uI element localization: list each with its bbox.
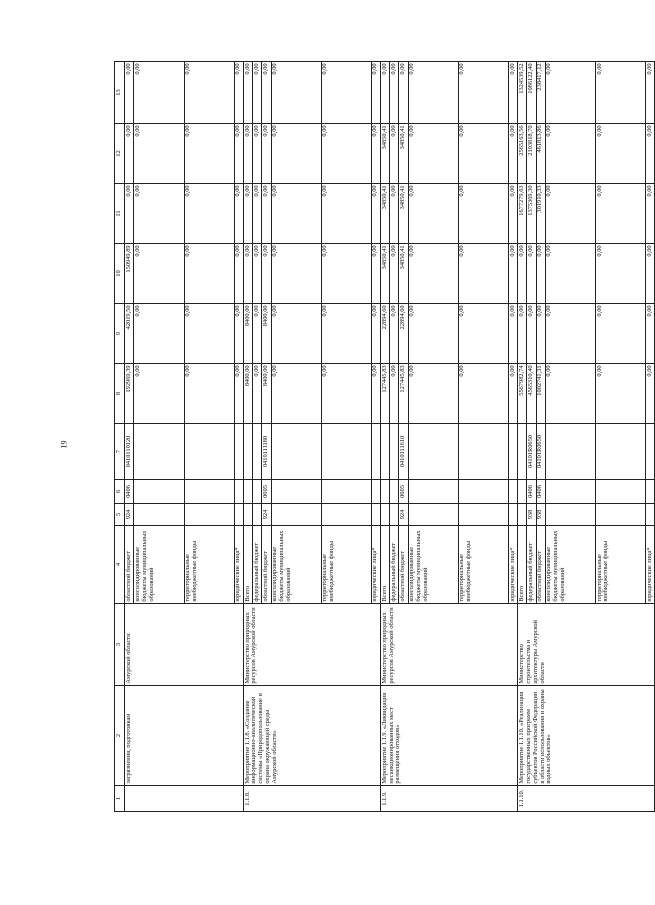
amount-cell: 5567982,74 [518, 364, 527, 424]
amount-cell: 0,00 [527, 304, 536, 364]
amount-cell: 0,00 [545, 244, 595, 304]
amount-cell: 0,00 [262, 124, 271, 184]
amount-cell: 150949,89 [125, 244, 134, 304]
funding-source: юридические лица* [646, 526, 655, 604]
activity-name: Мероприятие 1.1.8. «Создание информационно-аналитической системы «Природопользование и охрана окружающей среды Амурской области» [243, 686, 380, 786]
amount-cell: 0,00 [321, 244, 371, 304]
grbs-code: 938 [527, 504, 536, 526]
amount-cell: 0,00 [243, 62, 252, 124]
target-article-code [234, 424, 243, 480]
amount-cell: 0,00 [390, 364, 399, 424]
target-article-code [134, 424, 184, 480]
amount-cell: 0,00 [234, 62, 243, 124]
amount-cell: 0,00 [371, 364, 380, 424]
amount-cell: 0,00 [321, 62, 371, 124]
section-code [408, 480, 458, 504]
amount-cell: 0,00 [390, 244, 399, 304]
target-article-code [321, 424, 371, 480]
target-article-code [646, 424, 655, 480]
column-number: 11 [115, 184, 125, 244]
grbs-code [646, 504, 655, 526]
amount-cell: 0,00 [184, 244, 234, 304]
amount-cell: 0,00 [243, 244, 252, 304]
amount-cell: 127445,83 [381, 364, 390, 424]
amount-cell: 0,00 [545, 62, 595, 124]
section-code [234, 480, 243, 504]
funding-source: федеральный бюджет [390, 526, 399, 604]
target-article-code [509, 424, 518, 480]
amount-cell: 42019,50 [125, 304, 134, 364]
grbs-code [371, 504, 380, 526]
amount-cell: 0,00 [646, 62, 655, 124]
column-number: 6 [115, 480, 125, 504]
grbs-code [595, 504, 645, 526]
amount-cell: 1002741,31 [536, 364, 545, 424]
grbs-code [253, 504, 262, 526]
item-number: 1.1.8. [243, 786, 380, 812]
grbs-code [271, 504, 321, 526]
grbs-code [381, 504, 390, 526]
amount-cell: 0,00 [458, 244, 508, 304]
amount-cell: 0,00 [184, 62, 234, 124]
amount-cell: 0,00 [243, 184, 252, 244]
item-number [125, 786, 244, 812]
amount-cell: 0,00 [545, 124, 595, 184]
amount-cell: 0,00 [509, 124, 518, 184]
grbs-code [184, 504, 234, 526]
funding-source: областной бюджет [262, 526, 271, 604]
amount-cell: 0,00 [134, 184, 184, 244]
amount-cell: 0,00 [125, 124, 134, 184]
amount-cell: 0,00 [262, 184, 271, 244]
amount-cell: 0,00 [509, 304, 518, 364]
funding-source: Всего [518, 526, 527, 604]
grbs-code: 924 [399, 504, 408, 526]
table-row [243, 62, 252, 812]
amount-cell: 22894,60 [381, 304, 390, 364]
section-code [458, 480, 508, 504]
amount-cell: 34850,41 [399, 184, 408, 244]
amount-cell: 0,00 [509, 62, 518, 124]
amount-cell: 0,00 [390, 124, 399, 184]
funding-source: территориальные внебюджетные фонды [321, 526, 371, 604]
amount-cell: 0,00 [234, 124, 243, 184]
item-number: 1.1.10. [518, 786, 655, 812]
target-article-code [458, 424, 508, 480]
amount-cell: 0,00 [134, 62, 184, 124]
amount-cell: 0,00 [134, 364, 184, 424]
amount-cell: 22894,60 [399, 304, 408, 364]
amount-cell: 0,00 [234, 304, 243, 364]
amount-cell: 0,00 [253, 364, 262, 424]
section-code: 0605 [399, 480, 408, 504]
amount-cell: 0,00 [646, 124, 655, 184]
column-number: 1 [115, 786, 125, 812]
responsible-executor: Министерство природных ресурсов Амурской области [381, 604, 518, 686]
amount-cell: 0,00 [234, 184, 243, 244]
amount-cell: 0,00 [234, 244, 243, 304]
amount-cell: 8400,00 [243, 364, 252, 424]
amount-cell: 8400,00 [262, 364, 271, 424]
section-code [509, 480, 518, 504]
responsible-executor: Министерство строительства и архитектуры Амурской области [518, 604, 655, 686]
amount-cell: 0,00 [184, 124, 234, 184]
target-article-code [381, 424, 390, 480]
grbs-code [134, 504, 184, 526]
grbs-code [458, 504, 508, 526]
amount-cell: 0,00 [243, 124, 252, 184]
amount-cell: 0,00 [321, 184, 371, 244]
amount-cell: 0,00 [509, 364, 518, 424]
column-number: 10 [115, 244, 125, 304]
funding-source: территориальные внебюджетные фонды [595, 526, 645, 604]
funding-source: Всего [381, 526, 390, 604]
amount-cell: 0,00 [184, 364, 234, 424]
amount-cell: 0,00 [595, 364, 645, 424]
amount-cell: 238417,12 [536, 62, 545, 124]
amount-cell: 4565310,40 [527, 364, 536, 424]
table-body [115, 62, 655, 812]
amount-cell: 0,00 [646, 364, 655, 424]
funding-source: территориальные внебюджетные фонды [458, 526, 508, 604]
target-article-code: 04101R0650 [527, 424, 536, 480]
amount-cell: 0,00 [134, 304, 184, 364]
section-code [134, 480, 184, 504]
target-article-code: 04101R0650 [536, 424, 545, 480]
grbs-code [234, 504, 243, 526]
amount-cell: 0,00 [262, 62, 271, 124]
budget-table [114, 61, 655, 812]
funding-source: территориальные внебюджетные фонды [184, 526, 234, 604]
amount-cell: 0,00 [518, 244, 527, 304]
amount-cell: 192969,39 [125, 364, 134, 424]
amount-cell: 1677279,63 [518, 184, 527, 244]
amount-cell: 0,00 [184, 304, 234, 364]
column-number: 8 [115, 364, 125, 424]
grbs-code [243, 504, 252, 526]
target-article-code [253, 424, 262, 480]
column-number: 13 [115, 62, 125, 124]
amount-cell: 1086122,40 [527, 62, 536, 124]
grbs-code: 924 [125, 504, 134, 526]
section-code: 0406 [536, 480, 545, 504]
target-article-code [243, 424, 252, 480]
amount-cell: 0,00 [545, 304, 595, 364]
amount-cell: 0,00 [527, 244, 536, 304]
column-number: 2 [115, 686, 125, 786]
section-code [253, 480, 262, 504]
target-article-code [545, 424, 595, 480]
amount-cell: 2103818,70 [527, 124, 536, 184]
grbs-code: 938 [536, 504, 545, 526]
amount-cell: 0,00 [595, 62, 645, 124]
section-code [321, 480, 371, 504]
section-code: 0605 [262, 480, 271, 504]
amount-cell: 1375369,30 [527, 184, 536, 244]
amount-cell: 8400,00 [262, 304, 271, 364]
amount-cell: 0,00 [458, 304, 508, 364]
grbs-code [518, 504, 527, 526]
amount-cell: 0,00 [536, 304, 545, 364]
grbs-code [321, 504, 371, 526]
section-code [518, 480, 527, 504]
table-row [518, 62, 527, 812]
amount-cell: 0,00 [134, 124, 184, 184]
target-article-code [595, 424, 645, 480]
section-code: 0406 [125, 480, 134, 504]
amount-cell: 0,00 [271, 244, 321, 304]
responsible-executor: Министерство природных ресурсов Амурской области [243, 604, 380, 686]
activity-name: Мероприятие 1.1.10. «Реализация государственных программ субъектов Российской Федерации в области использования и охраны водных объектов» [518, 686, 655, 786]
target-article-code: 0410111180 [262, 424, 271, 480]
table-row [125, 62, 134, 812]
amount-cell: 0,00 [408, 124, 458, 184]
section-code: 0406 [527, 480, 536, 504]
funding-source: областной бюджет [399, 526, 408, 604]
amount-cell: 0,00 [134, 244, 184, 304]
amount-cell: 34850,41 [399, 244, 408, 304]
amount-cell: 0,00 [381, 62, 390, 124]
amount-cell: 0,00 [458, 124, 508, 184]
table-row [381, 62, 390, 812]
grbs-code [408, 504, 458, 526]
amount-cell: 0,00 [399, 62, 408, 124]
target-article-code [184, 424, 234, 480]
amount-cell: 0,00 [545, 364, 595, 424]
target-article-code: 0410111610 [399, 424, 408, 480]
amount-cell: 0,00 [408, 62, 458, 124]
amount-cell: 0,00 [390, 62, 399, 124]
amount-cell: 0,00 [536, 244, 545, 304]
target-article-code [271, 424, 321, 480]
section-code [595, 480, 645, 504]
amount-cell: 0,00 [595, 184, 645, 244]
amount-cell: 0,00 [321, 124, 371, 184]
target-article-code: 0410110120 [125, 424, 134, 480]
section-code [381, 480, 390, 504]
amount-cell: 0,00 [595, 244, 645, 304]
amount-cell: 0,00 [125, 62, 134, 124]
column-number-row [115, 62, 125, 812]
amount-cell: 0,00 [646, 244, 655, 304]
amount-cell: 34850,41 [381, 184, 390, 244]
funding-source: юридические лица* [371, 526, 380, 604]
section-code [646, 480, 655, 504]
amount-cell: 0,00 [646, 184, 655, 244]
target-article-code [390, 424, 399, 480]
grbs-code: 924 [262, 504, 271, 526]
amount-cell: 34850,41 [399, 124, 408, 184]
target-article-code [518, 424, 527, 480]
activity-name: загрязнения, подготовкам [125, 686, 244, 786]
amount-cell: 0,00 [408, 304, 458, 364]
amount-cell: 0,00 [458, 184, 508, 244]
amount-cell: 0,00 [321, 304, 371, 364]
amount-cell: 1324539,52 [518, 62, 527, 124]
column-number: 5 [115, 504, 125, 526]
amount-cell: 0,00 [371, 62, 380, 124]
column-number: 7 [115, 424, 125, 480]
funding-source: юридические лица* [509, 526, 518, 604]
column-number: 9 [115, 304, 125, 364]
amount-cell: 0,00 [390, 304, 399, 364]
section-code [545, 480, 595, 504]
amount-cell: 0,00 [253, 124, 262, 184]
responsible-executor: Амурской области [125, 604, 244, 686]
amount-cell: 0,00 [371, 124, 380, 184]
amount-cell: 0,00 [371, 304, 380, 364]
amount-cell: 0,00 [458, 364, 508, 424]
funding-source: областной бюджет [536, 526, 545, 604]
column-number: 3 [115, 604, 125, 686]
amount-cell: 0,00 [518, 304, 527, 364]
amount-cell: 34850,41 [381, 124, 390, 184]
amount-cell: 0,00 [509, 184, 518, 244]
amount-cell: 0,00 [253, 244, 262, 304]
activity-name: Мероприятие 1.1.9. «Ликвидация несанкционированных мест размещения отходов» [381, 686, 518, 786]
amount-cell: 0,00 [234, 364, 243, 424]
amount-cell: 0,00 [408, 184, 458, 244]
section-code [371, 480, 380, 504]
amount-cell: 0,00 [408, 364, 458, 424]
page-number: 19 [59, 440, 69, 449]
amount-cell: 0,00 [253, 62, 262, 124]
amount-cell: 0,00 [646, 304, 655, 364]
amount-cell: 0,00 [371, 184, 380, 244]
item-number: 1.1.9. [381, 786, 518, 812]
funding-source: юридические лица* [234, 526, 243, 604]
funding-source: консолидированные бюджеты муниципальных образований [408, 526, 458, 604]
funding-source: областной бюджет [125, 526, 134, 604]
amount-cell: 0,00 [321, 364, 371, 424]
amount-cell: 8400,00 [243, 304, 252, 364]
funding-source: консолидированные бюджеты муниципальных образований [545, 526, 595, 604]
amount-cell: 0,00 [271, 364, 321, 424]
amount-cell: 0,00 [595, 304, 645, 364]
target-article-code [371, 424, 380, 480]
section-code [390, 480, 399, 504]
amount-cell: 0,00 [595, 124, 645, 184]
amount-cell: 2565163,56 [518, 124, 527, 184]
section-code [271, 480, 321, 504]
amount-cell: 34850,41 [381, 244, 390, 304]
amount-cell: 0,00 [253, 304, 262, 364]
amount-cell: 0,00 [184, 184, 234, 244]
amount-cell: 0,00 [271, 184, 321, 244]
amount-cell: 0,00 [509, 244, 518, 304]
funding-source: федеральный бюджет [253, 526, 262, 604]
section-code [243, 480, 252, 504]
amount-cell: 0,00 [371, 244, 380, 304]
column-number: 12 [115, 124, 125, 184]
amount-cell: 0,00 [545, 184, 595, 244]
rotated-table-wrapper [114, 62, 653, 812]
amount-cell: 0,00 [271, 62, 321, 124]
column-number: 4 [115, 526, 125, 604]
amount-cell: 0,00 [458, 62, 508, 124]
amount-cell: 0,00 [125, 184, 134, 244]
funding-source: консолидированные бюджеты муниципальных образований [271, 526, 321, 604]
section-code [184, 480, 234, 504]
funding-source: Всего [243, 526, 252, 604]
grbs-code [545, 504, 595, 526]
grbs-code [509, 504, 518, 526]
amount-cell: 0,00 [262, 244, 271, 304]
target-article-code [408, 424, 458, 480]
amount-cell: 0,00 [271, 304, 321, 364]
funding-source: консолидированные бюджеты муниципальных образований [134, 526, 184, 604]
funding-source: федеральный бюджет [527, 526, 536, 604]
amount-cell: 127445,83 [399, 364, 408, 424]
amount-cell: 461813,86 [536, 124, 545, 184]
amount-cell: 0,00 [408, 244, 458, 304]
amount-cell: 0,00 [253, 184, 262, 244]
amount-cell: 0,00 [271, 124, 321, 184]
amount-cell: 0,00 [390, 184, 399, 244]
grbs-code [390, 504, 399, 526]
amount-cell: 301910,33 [536, 184, 545, 244]
